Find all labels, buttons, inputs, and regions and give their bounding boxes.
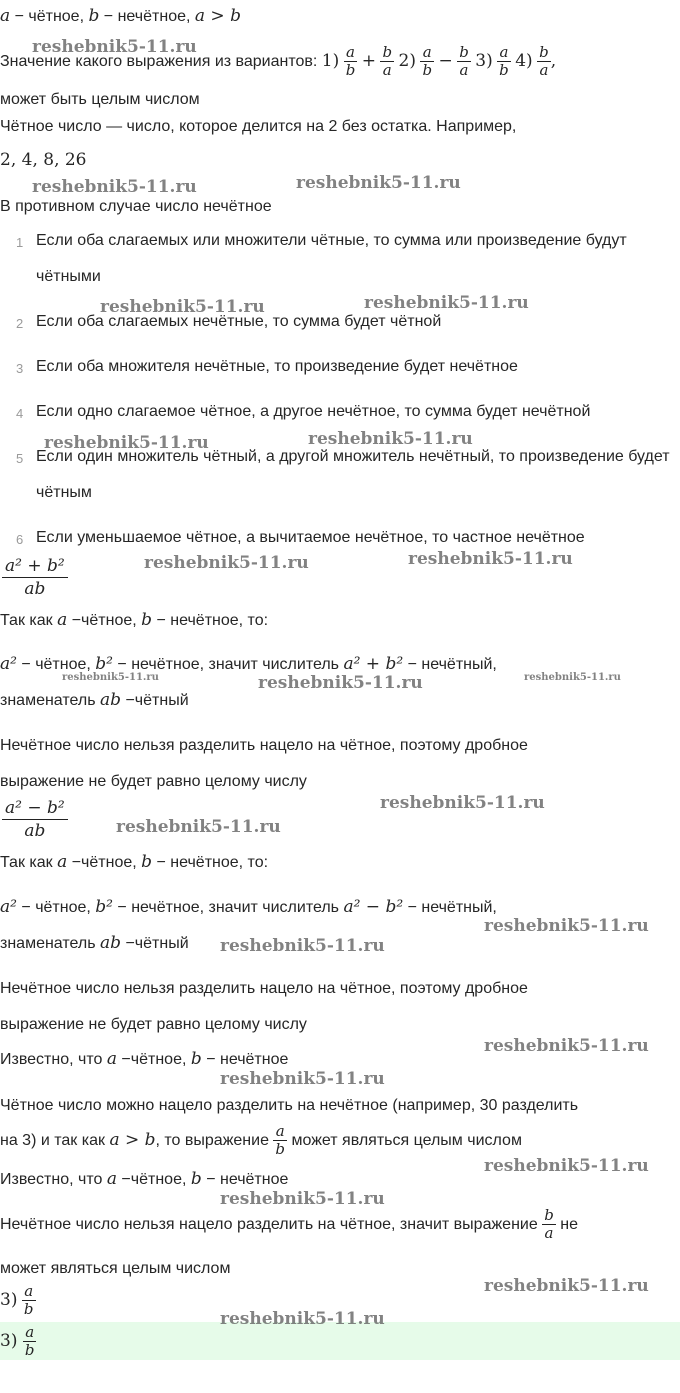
fraction-a-b: $\frac{a}{b}$ [23, 1282, 34, 1319]
answer-value: 3) $\frac{a}{b}$ [0, 1323, 35, 1359]
watermark: reshebnik5-11.ru [144, 553, 309, 573]
fraction-a-b: $\frac{a}{b}$ [345, 43, 356, 80]
watermark: reshebnik5-11.ru [484, 1156, 649, 1176]
var-a: a [0, 6, 11, 26]
fraction-a-b: $\frac{a}{b}$ [275, 1122, 286, 1159]
watermark: reshebnik5-11.ru [258, 673, 423, 693]
watermark: reshebnik5-11.ru [524, 672, 621, 683]
list-item-number: 5 [16, 451, 24, 466]
case4-known: Известно, что a −чётное, b − нечётное [0, 1169, 289, 1189]
watermark: reshebnik5-11.ru [484, 916, 649, 936]
case1-fraction: $\frac{\text{a² + b²}}{ab}$ [2, 555, 68, 598]
fraction-a-b: $\frac{a}{b}$ [24, 1323, 35, 1359]
fraction-b-a: $\frac{b}{a}$ [544, 1206, 554, 1243]
case2-conclusion-2: выражение не будет равно целому числу [0, 1016, 307, 1033]
list-item-number: 6 [16, 532, 24, 547]
case3-known: Известно, что a −чётное, b − нечётное [0, 1049, 289, 1069]
case1-conclusion-2: выражение не будет равно целому числу [0, 773, 307, 790]
case2-parity: a² − чётное, b² − нечётное, значит числитель a² − b² − нечётный, [0, 897, 497, 917]
watermark: reshebnik5-11.ru [32, 177, 197, 197]
watermark: reshebnik5-11.ru [220, 936, 385, 956]
watermark: reshebnik5-11.ru [44, 433, 209, 453]
result-line: 3) $\frac{a}{b}$ [0, 1282, 34, 1319]
case1-conclusion-1: Нечётное число нельзя разделить нацело на чётное, поэтому дробное [0, 737, 528, 754]
case4-line-1: Нечётное число нельзя нацело разделить на чётное, значит выражение $\frac{b}{a}$ не [0, 1206, 578, 1243]
list-item-number: 4 [16, 406, 24, 421]
definition-examples: 2, 4, 8, 26 [0, 150, 87, 170]
fraction-b-a: $\frac{b}{a}$ [459, 43, 469, 80]
watermark: reshebnik5-11.ru [62, 672, 159, 683]
watermark: reshebnik5-11.ru [220, 1069, 385, 1089]
watermark: reshebnik5-11.ru [364, 293, 529, 313]
case1-parity: a² − чётное, b² − нечётное, значит числитель a² + b² − нечётный, [0, 654, 497, 674]
fraction-a-b: $\frac{a}{b}$ [422, 43, 433, 80]
case2-fraction: $\frac{\text{a² − b²}}{ab}$ [2, 797, 68, 840]
fraction-a-b: $\frac{a}{b}$ [499, 43, 509, 80]
list-item: Если один множитель чётный, а другой множитель нечётный, то произведение будет чётным [36, 448, 670, 501]
case4-line-2: может являться целым числом [0, 1260, 231, 1277]
var-b: b [88, 6, 100, 26]
watermark: reshebnik5-11.ru [484, 1276, 649, 1296]
list-item: Если одно слагаемое чётное, а другое нечётное, то сумма будет нечётной [36, 403, 591, 420]
case2-conclusion-1: Нечётное число нельзя разделить нацело на чётное, поэтому дробное [0, 980, 528, 997]
condition: a > b [194, 6, 241, 26]
watermark: reshebnik5-11.ru [116, 817, 281, 837]
watermark: reshebnik5-11.ru [220, 1189, 385, 1209]
list-item: Если уменьшаемое чётное, а вычитаемое нечётное, то частное нечётное [36, 529, 585, 546]
watermark: reshebnik5-11.ru [32, 37, 197, 57]
case2-denominator: знаменатель ab −чётный [0, 933, 189, 953]
watermark: reshebnik5-11.ru [380, 793, 545, 813]
case3-line-1: Чётное число можно нацело разделить на нечётное (например, 30 разделить [0, 1097, 579, 1114]
list-item: Если оба слагаемых или множители чётные, то сумма или произведение будут чётными [36, 232, 627, 285]
watermark: reshebnik5-11.ru [408, 549, 573, 569]
case2-since: Так как a −чётное, b − нечётное, то: [0, 852, 269, 872]
list-item: Если оба множителя нечётные, то произведение будет нечётное [36, 358, 518, 375]
case1-denominator: знаменатель ab −чётный [0, 690, 189, 710]
list-item-number: 3 [16, 361, 24, 376]
watermark: reshebnik5-11.ru [100, 297, 265, 317]
watermark: reshebnik5-11.ru [484, 1036, 649, 1056]
list-item-number: 1 [16, 235, 24, 250]
fraction-b-a: $\frac{b}{a}$ [539, 43, 549, 80]
case1-since: Так как a −чётное, b − нечётное, то: [0, 610, 269, 630]
question-tail: может быть целым числом [0, 91, 200, 108]
watermark: reshebnik5-11.ru [220, 1309, 385, 1329]
list-item-number: 2 [16, 316, 24, 331]
list-item: Если оба слагаемых нечётные, то сумма будет чётной [36, 313, 442, 330]
definition-text: Чётное число — число, которое делится на 2 без остатка. Например, [0, 118, 517, 135]
fraction-b-a: $\frac{b}{a}$ [382, 43, 393, 80]
problem-condition: a − чётное, b − нечётное, a > b [0, 6, 241, 26]
question-line: Значение какого выражения из вариантов: 1) $\frac{a}{b}$ + $\frac{b}{a}$ 2) $\frac{a}{b}$ − $\frac{b}{a}$ 3) $\frac{a}{b}$ 4) $\frac{b}{a}$ , [0, 43, 557, 80]
watermark: reshebnik5-11.ru [308, 429, 473, 449]
watermark: reshebnik5-11.ru [296, 173, 461, 193]
case3-line-2: на 3) и так как a > b, то выражение $\frac{a}{b}$ может являться целым числом [0, 1122, 522, 1159]
definition-otherwise: В противном случае число нечётное [0, 198, 272, 215]
